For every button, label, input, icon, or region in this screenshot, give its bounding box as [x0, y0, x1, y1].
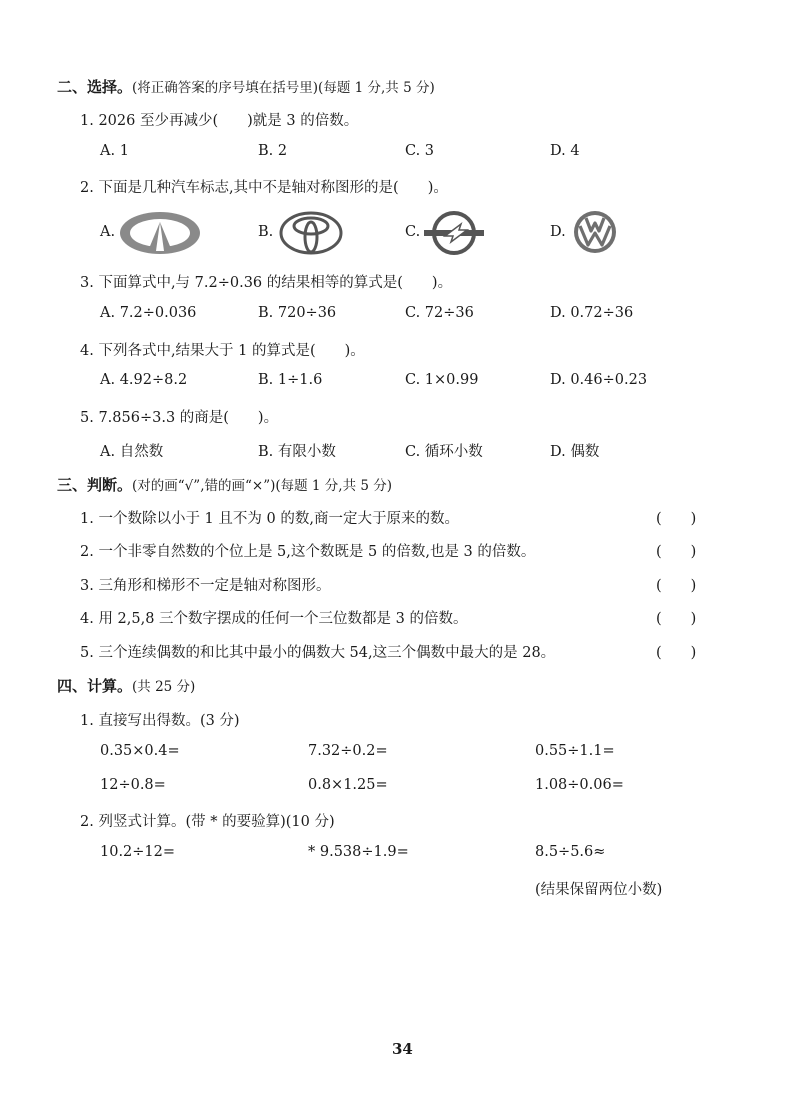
judge-answer-paren[interactable]: ( ) — [656, 611, 697, 627]
calc-item: 0.35×0.4= — [100, 743, 180, 759]
volkswagen-logo-icon — [572, 209, 618, 255]
q2-5-option-b: B. 有限小数 — [258, 444, 336, 460]
q2-3-option-a: A. 7.2÷0.036 — [100, 305, 197, 321]
infiniti-logo-icon — [118, 210, 202, 256]
q2-5-option-a: A. 自然数 — [100, 444, 164, 460]
q2-1-option-d: D. 4 — [550, 143, 580, 159]
q2-2-option-c: C. — [405, 224, 421, 240]
judge-item: 5. 三个连续偶数的和比其中最小的偶数大 54,这三个偶数中最大的是 28。 — [80, 645, 556, 661]
judge-item: 2. 一个非零自然数的个位上是 5,这个数既是 5 的倍数,也是 3 的倍数。 — [80, 544, 536, 560]
q4-2-stem: 2. 列竖式计算。(带 * 的要验算)(10 分) — [80, 814, 335, 830]
q2-5-option-d: D. 偶数 — [550, 444, 600, 460]
vertical-calc-item: 8.5÷5.6≈ — [535, 844, 606, 860]
q2-4-stem: 4. 下列各式中,结果大于 1 的算式是( )。 — [80, 343, 365, 359]
q2-2-stem: 2. 下面是几种汽车标志,其中不是轴对称图形的是( )。 — [80, 180, 448, 196]
judge-item: 3. 三角形和梯形不一定是轴对称图形。 — [80, 578, 331, 594]
q2-3-stem: 3. 下面算式中,与 7.2÷0.36 的结果相等的算式是( )。 — [80, 275, 453, 291]
q2-4-option-b: B. 1÷1.6 — [258, 372, 323, 388]
q2-1-option-c: C. 3 — [405, 143, 435, 159]
q2-2-option-d: D. — [550, 224, 566, 240]
calc-item: 0.8×1.25= — [308, 777, 388, 793]
calc-item: 0.55÷1.1= — [535, 743, 615, 759]
q2-4-option-c: C. 1×0.99 — [405, 372, 479, 388]
q2-2-option-b: B. — [258, 224, 274, 240]
q2-3-option-d: D. 0.72÷36 — [550, 305, 634, 321]
rounding-remark: (结果保留两位小数) — [535, 882, 663, 898]
judge-answer-paren[interactable]: ( ) — [656, 511, 697, 527]
judge-answer-paren[interactable]: ( ) — [656, 544, 697, 560]
judge-answer-paren[interactable]: ( ) — [656, 578, 697, 594]
section-3-title: 三、判断。 — [57, 476, 133, 494]
section-4-title: 四、计算。 — [57, 677, 133, 695]
calc-item: 7.32÷0.2= — [308, 743, 388, 759]
calc-item: 1.08÷0.06= — [535, 777, 624, 793]
q2-1-option-b: B. 2 — [258, 143, 288, 159]
judge-item: 4. 用 2,5,8 三个数字摆成的任何一个三位数都是 3 的倍数。 — [80, 611, 468, 627]
vertical-calc-item: * 9.538÷1.9= — [308, 844, 409, 860]
q2-1-option-a: A. 1 — [100, 143, 129, 159]
calc-item: 12÷0.8= — [100, 777, 166, 793]
q2-4-option-a: A. 4.92÷8.2 — [100, 372, 188, 388]
section-2-title: 二、选择。 — [57, 78, 133, 96]
judge-item: 1. 一个数除以小于 1 且不为 0 的数,商一定大于原来的数。 — [80, 511, 459, 527]
section-4-heading — [57, 675, 195, 696]
section-3-heading — [57, 474, 392, 495]
section-4-note: (共 25 分) — [132, 679, 196, 695]
q2-5-option-c: C. 循环小数 — [405, 444, 483, 460]
page-number: 34 — [392, 1040, 413, 1058]
q2-2-option-a: A. — [100, 224, 116, 240]
q2-1-stem: 1. 2026 至少再减少( )就是 3 的倍数。 — [80, 113, 359, 129]
q2-4-option-d: D. 0.46÷0.23 — [550, 372, 648, 388]
opel-logo-icon — [423, 210, 485, 256]
q2-3-option-b: B. 720÷36 — [258, 305, 337, 321]
section-2-heading — [57, 76, 435, 97]
judge-answer-paren[interactable]: ( ) — [656, 645, 697, 661]
vertical-calc-item: 10.2÷12= — [100, 844, 176, 860]
toyota-logo-icon — [278, 210, 344, 256]
section-3-note: (对的画“√”,错的画“×”)(每题 1 分,共 5 分) — [132, 478, 393, 494]
q4-1-stem: 1. 直接写出得数。(3 分) — [80, 713, 240, 729]
q2-3-option-c: C. 72÷36 — [405, 305, 474, 321]
q2-5-stem: 5. 7.856÷3.3 的商是( )。 — [80, 410, 279, 426]
section-2-note: (将正确答案的序号填在括号里)(每题 1 分,共 5 分) — [132, 80, 435, 96]
